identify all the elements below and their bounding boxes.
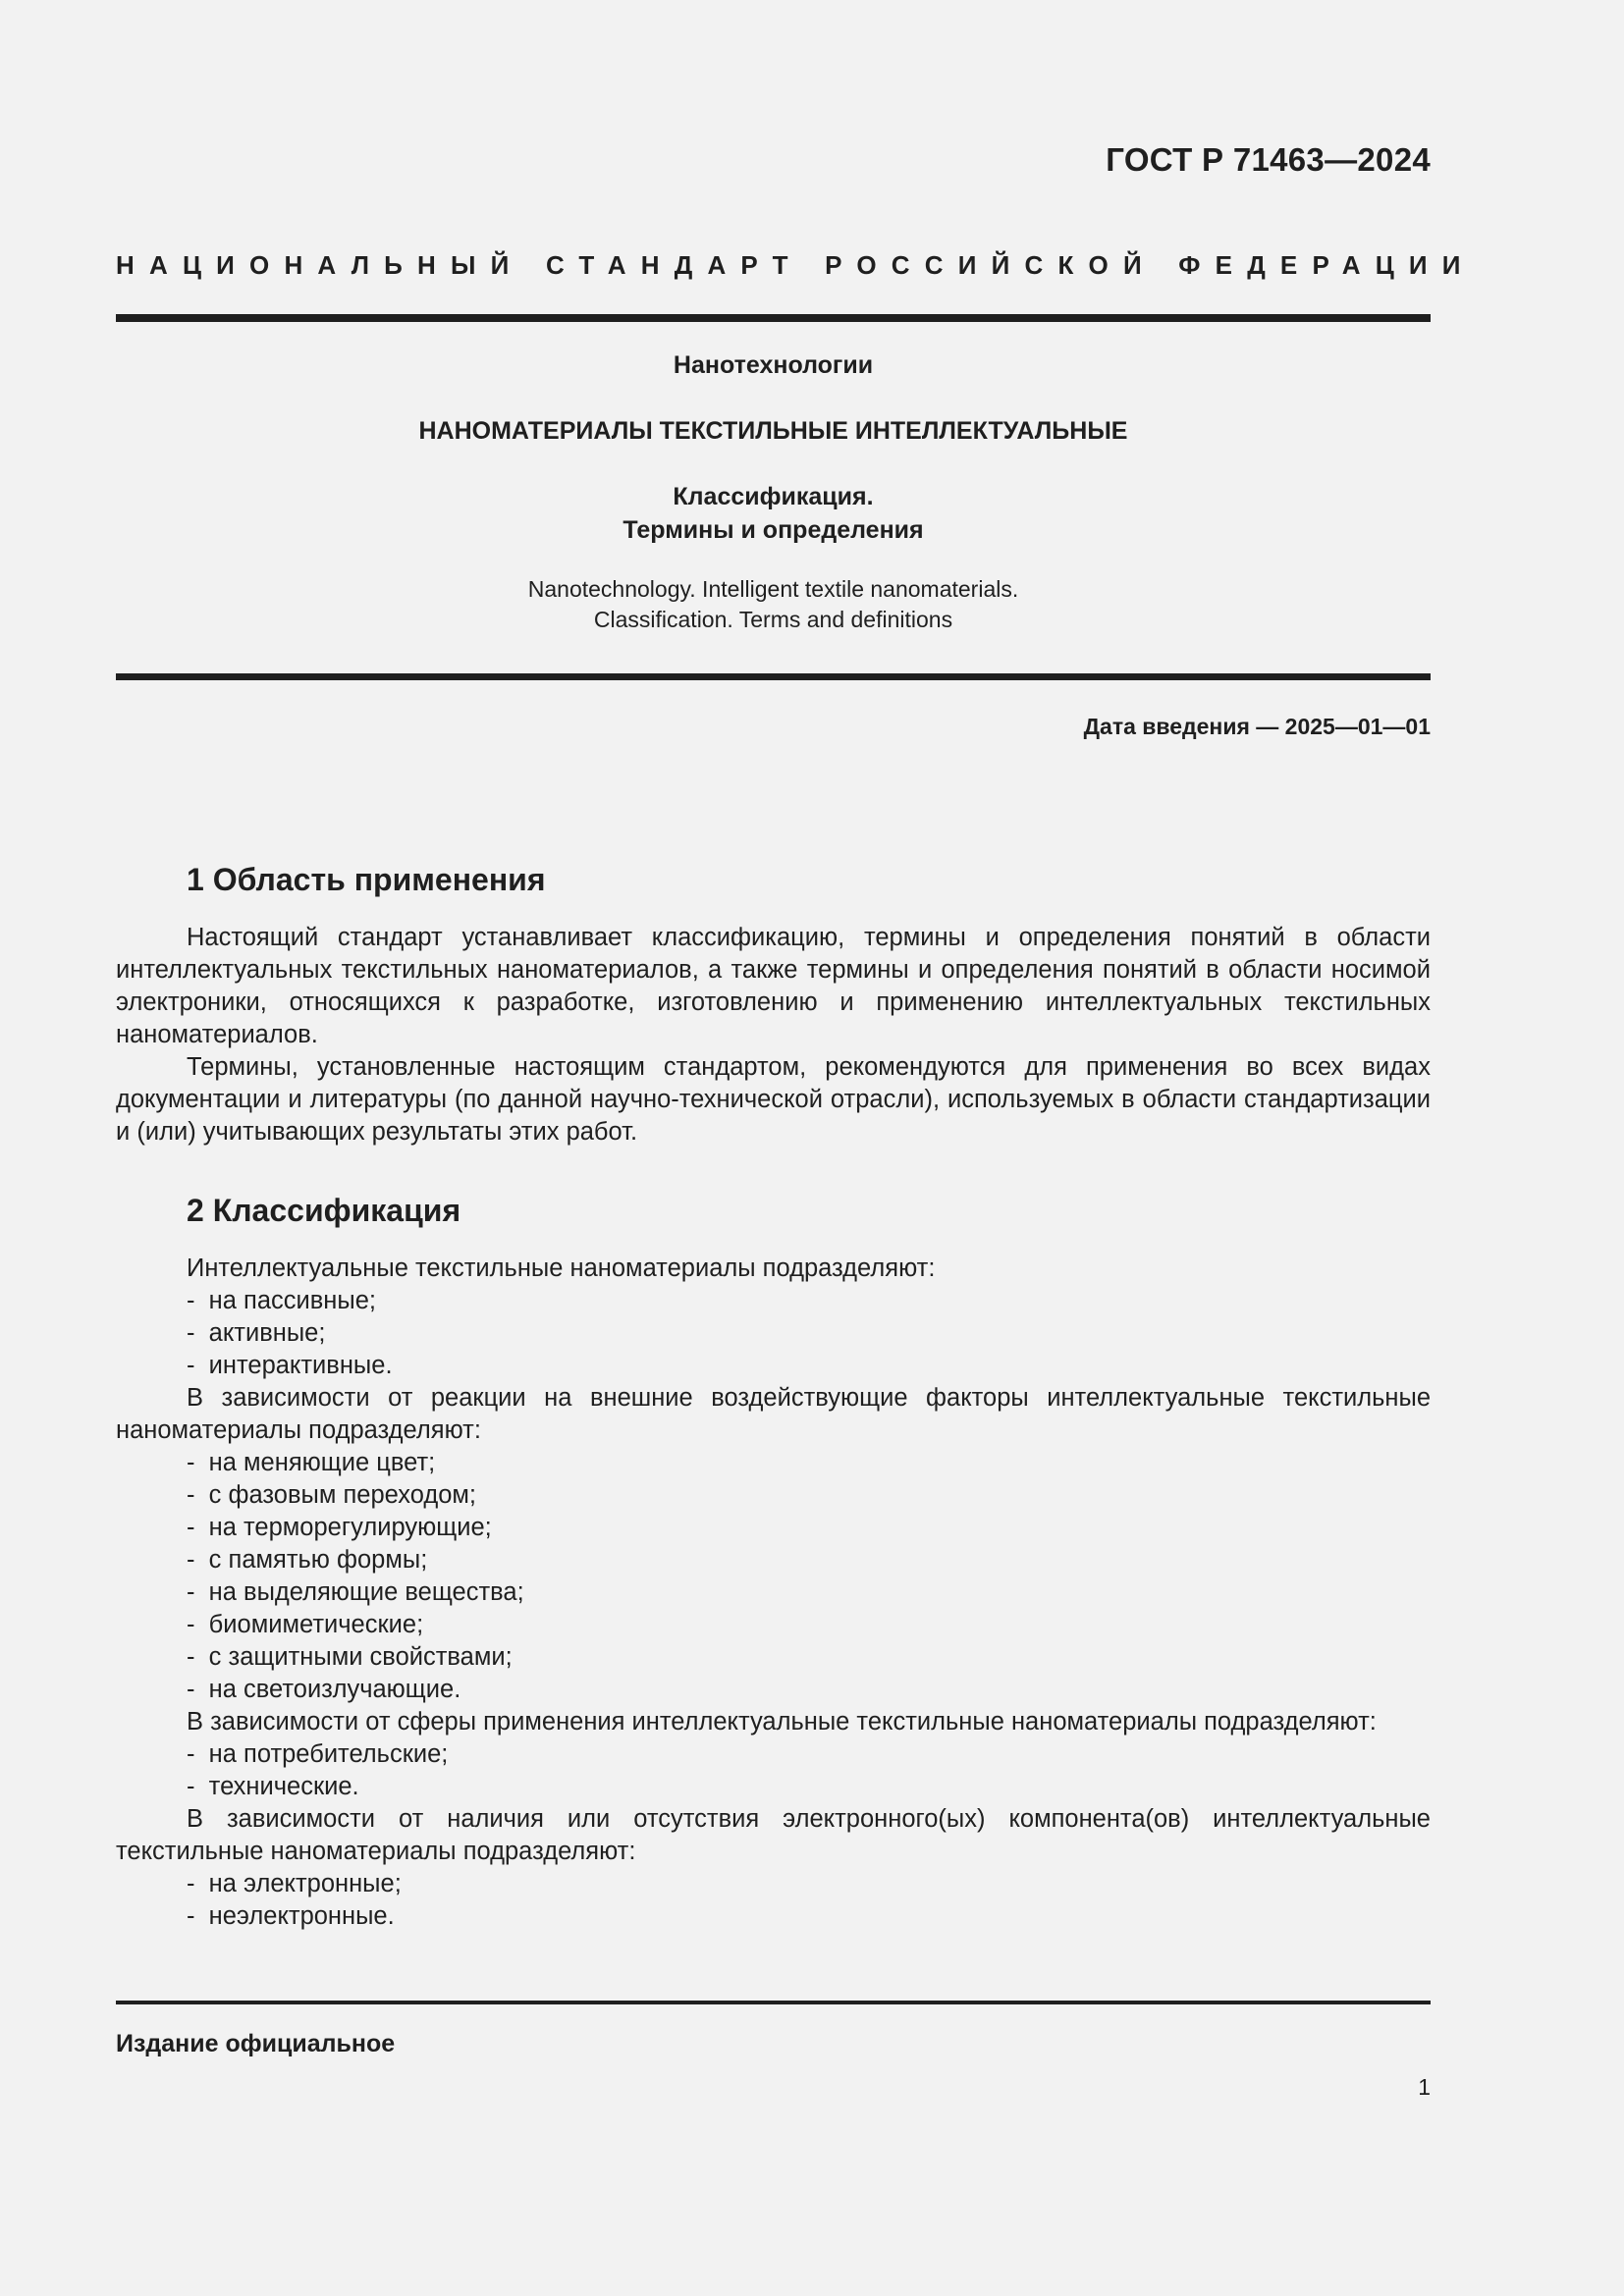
header-divider xyxy=(116,314,1431,322)
section-2-heading: 2 Классификация xyxy=(187,1193,461,1228)
classification-list-2 xyxy=(116,1447,1431,1706)
section-1-heading: 1 Область применения xyxy=(187,862,546,897)
list-item: - на выделяющие вещества; xyxy=(187,1576,1431,1609)
list-item: - с фазовым переходом; xyxy=(187,1479,1431,1512)
title-subtitle xyxy=(116,480,1431,547)
list-item: - с защитными свойствами; xyxy=(187,1641,1431,1674)
list-item: - биомиметические; xyxy=(187,1609,1431,1641)
classification-list-1 xyxy=(116,1285,1431,1382)
title-section: Нанотехнологии xyxy=(673,351,874,379)
section-1-paragraph: Термины, установленные настоящим стандартом, рекомендуются для применения во всех видах документации и литературы (по данной научно-технической отрасли), используемых в области стандартизации и (или) учитывающих результаты этих работ. xyxy=(116,1053,1431,1146)
national-standard-header: НАЦИОНАЛЬНЫЙ СТАНДАРТ РОССИЙСКОЙ ФЕДЕРАЦИИ xyxy=(116,250,1476,280)
list-item: - на светоизлучающие. xyxy=(187,1674,1431,1706)
classification-intro-3: В зависимости от сферы применения интеллектуальные текстильные наноматериалы подразделяют: xyxy=(187,1708,1377,1735)
english-title xyxy=(116,574,1431,635)
document-page xyxy=(116,0,1476,2296)
footer-divider xyxy=(116,2001,1431,2004)
classification-intro-1: Интеллектуальные текстильные наноматериалы подразделяют: xyxy=(187,1255,936,1282)
list-item: - технические. xyxy=(187,1771,1431,1803)
list-item: - на электронные; xyxy=(187,1868,1431,1900)
classification-list-4 xyxy=(116,1868,1431,1933)
section-2-body xyxy=(116,1253,1431,1933)
title-subtitle-line2: Термины и определения xyxy=(623,516,924,544)
list-item: - активные; xyxy=(187,1317,1431,1350)
title-subtitle-line1: Классификация. xyxy=(673,483,874,510)
classification-intro-2: В зависимости от реакции на внешние воздействующие факторы интеллектуальные текстильные наноматериалы подразделяют: xyxy=(116,1384,1431,1444)
list-item: - с памятью формы; xyxy=(187,1544,1431,1576)
title-main: НАНОМАТЕРИАЛЫ ТЕКСТИЛЬНЫЕ ИНТЕЛЛЕКТУАЛЬНЫЕ xyxy=(418,417,1128,445)
introduction-date: Дата введения — 2025—01—01 xyxy=(1083,714,1431,739)
list-item: - неэлектронные. xyxy=(187,1900,1431,1933)
classification-list-3 xyxy=(116,1738,1431,1803)
title-divider xyxy=(116,673,1431,680)
section-1-body xyxy=(116,922,1431,1148)
list-item: - на пассивные; xyxy=(187,1285,1431,1317)
english-title-line1: Nanotechnology. Intelligent textile nanomaterials. xyxy=(527,576,1019,602)
page-number: 1 xyxy=(1418,2074,1431,2100)
classification-intro-4: В зависимости от наличия или отсутствия электронного(ых) компонента(ов) интеллектуальные текстильные наноматериалы подразделяют: xyxy=(116,1805,1431,1865)
list-item: - на меняющие цвет; xyxy=(187,1447,1431,1479)
english-title-line2: Classification. Terms and definitions xyxy=(593,607,953,632)
edition-label: Издание официальное xyxy=(116,2030,396,2057)
list-item: - интерактивные. xyxy=(187,1350,1431,1382)
document-number: ГОСТ Р 71463—2024 xyxy=(1106,141,1431,178)
list-item: - на потребительские; xyxy=(187,1738,1431,1771)
section-1-paragraph: Настоящий стандарт устанавливает классификацию, термины и определения понятий в области интеллектуальных текстильных наноматериалов, а также термины и определения понятий в области носимой электроники, относящихся к разработке, изготовлению и применению интеллектуальных текстильных наноматериалов. xyxy=(116,924,1431,1048)
list-item: - на терморегулирующие; xyxy=(187,1512,1431,1544)
